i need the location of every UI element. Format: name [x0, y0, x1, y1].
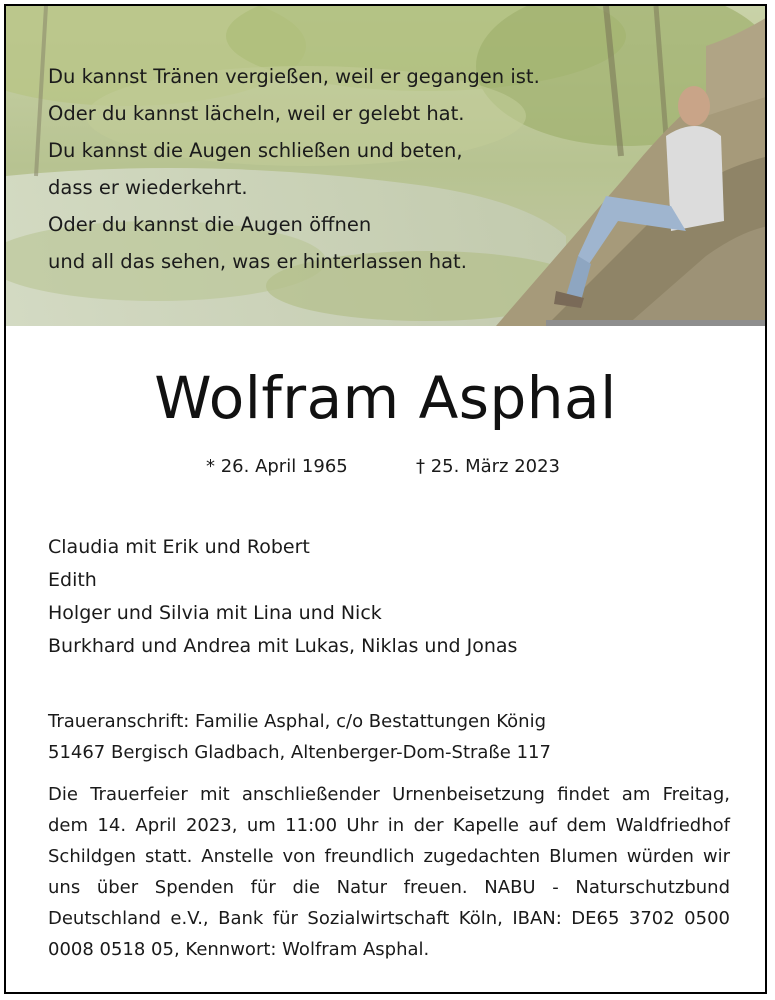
poem-line: Oder du kannst die Augen öffnen	[48, 213, 372, 236]
family-list	[48, 531, 517, 663]
notice-line: Deutschland e.V., Bank für Sozialwirtschaft Köln, IBAN: DE65 3702 0500	[48, 908, 730, 929]
birth-date: * 26. April 1965	[206, 456, 348, 477]
poem-line: und all das sehen, was er hinterlassen hat.	[48, 250, 467, 273]
notice-line: dem 14. April 2023, um 11:00 Uhr in der Kapelle auf dem Waldfriedhof	[48, 815, 730, 836]
poem-line: Du kannst Tränen vergießen, weil er gegangen ist.	[48, 65, 540, 88]
notice-line: Die Trauerfeier mit anschließender Urnenbeisetzung findet am Freitag,	[48, 784, 730, 805]
notice-line: uns über Spenden für die Natur freuen. NABU - Naturschutzbund	[48, 877, 730, 898]
family-line: Burkhard und Andrea mit Lukas, Niklas und Jonas	[48, 635, 518, 657]
address-line: Traueranschrift: Familie Asphal, c/o Bestattungen König	[48, 711, 547, 732]
mourning-address	[48, 706, 551, 768]
family-line: Holger und Silvia mit Lina und Nick	[48, 602, 382, 624]
poem-line: Du kannst die Augen schließen und beten,	[48, 139, 463, 162]
poem-line: dass er wiederkehrt.	[48, 176, 248, 199]
poem-line: Oder du kannst lächeln, weil er gelebt hat.	[48, 102, 465, 125]
address-line: 51467 Bergisch Gladbach, Altenberger-Dom-Straße 117	[48, 742, 551, 763]
death-date: † 25. März 2023	[416, 456, 561, 477]
notice-line: 0008 0518 05, Kennwort: Wolfram Asphal.	[48, 939, 430, 960]
obituary-card	[4, 4, 767, 994]
deceased-name: Wolfram Asphal	[154, 364, 617, 432]
family-line: Edith	[48, 569, 97, 591]
notice-line: Schildgen statt. Anstelle von freundlich zugedachten Blumen würden wir	[48, 846, 730, 867]
memorial-poem	[48, 58, 540, 280]
family-line: Claudia mit Erik und Robert	[48, 536, 310, 558]
funeral-notice	[48, 779, 730, 965]
